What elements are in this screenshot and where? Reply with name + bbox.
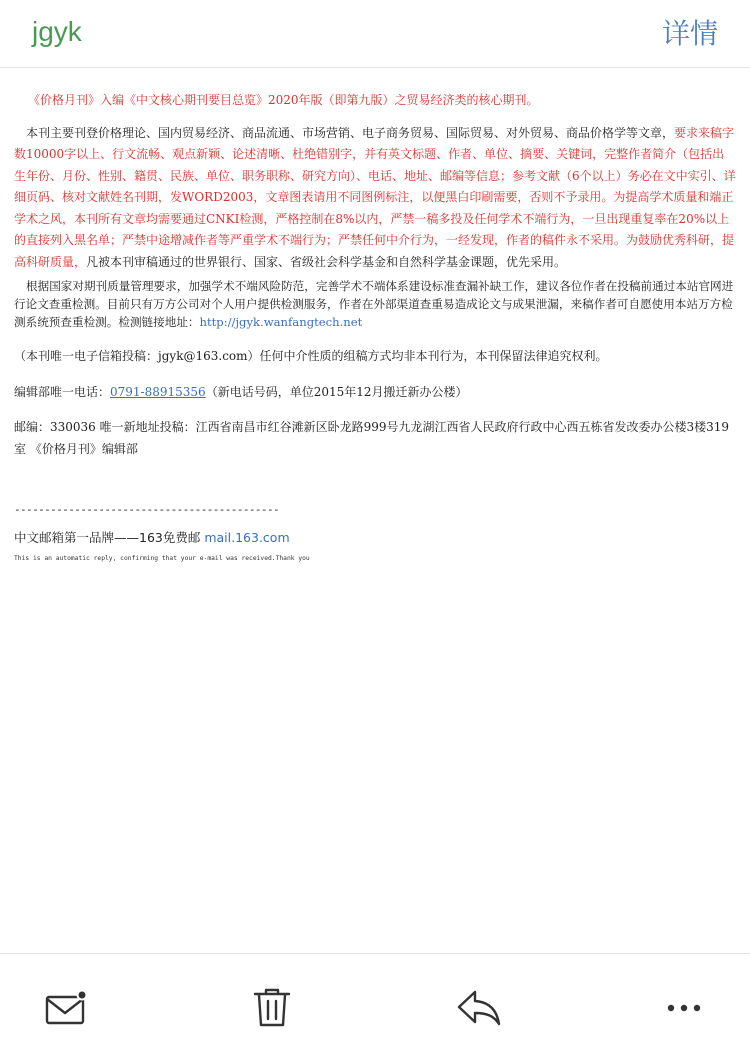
mail-brand-line bbox=[14, 527, 736, 549]
reply-icon bbox=[455, 984, 503, 1032]
more-icon bbox=[660, 984, 708, 1032]
phone-suffix: （新电话号码，单位2015年12月搬迁新办公楼） bbox=[205, 384, 468, 399]
mail-brand-link[interactable]: mail.163.com bbox=[204, 529, 290, 545]
postal-address: 邮编：330036 唯一新地址投稿：江西省南昌市红谷滩新区卧龙路999号九龙湖江西省人民政府行政中心西五栋省发改委办公楼3楼319室 《价格月刊》编辑部 bbox=[14, 420, 730, 456]
plagiarism-check-paragraph bbox=[14, 277, 736, 331]
phone-prefix: 编辑部唯一电话： bbox=[14, 384, 111, 399]
plagiarism-check-text: 根据国家对期刊质量管理要求，加强学术不端风险防范，完善学术不端体系建设标准查漏补缺工作，建议各位作者在投稿前通过本站官网进行论文查重检测。目前只有万方公司对个人用户提供检测服务，作者在外部渠道查重易造成论文与成果泄漏，来稿作者可自愿使用本站万方检测系统预查重检测。检测链接地址： bbox=[14, 279, 734, 329]
mail-header bbox=[0, 0, 750, 68]
bottom-toolbar bbox=[0, 953, 750, 1052]
mail-brand-text: 中文邮箱第一品牌——163免费邮 bbox=[14, 529, 205, 545]
requirements-text-1: 本刊主要刊登价格理论、国内贸易经济、商品流通、市场营销、电子商务贸易、国际贸易、对外贸易、商品价格学等文章， bbox=[26, 125, 675, 140]
more-button[interactable] bbox=[660, 984, 708, 1032]
email-notice-prefix: （本刊唯一电子信箱投稿： bbox=[14, 349, 159, 363]
email-notice bbox=[14, 346, 736, 368]
editorial-phone bbox=[14, 382, 736, 404]
email-notice-suffix: ）任何中介性质的组稿方式均非本刊行为，本刊保留法律追究权利。 bbox=[247, 349, 608, 363]
requirements-text-red: 要求来稿字数10000字以上、行文流畅、观点新颖、论述清晰、杜绝错别字，并有英文标题、作者、单位、摘要、关键词，完整作者简介（包括出生年份、月份、性别、籍贯、民族、单位、职务职称、研究方向）、电话、地址、邮编等信息；参考文献（6个以上）务必在文中实引、详细页码、核对文献姓名刊期，发WORD2003，文章图表请用不同图例标注，以便黑白印刷需要，否则不予录用。为提高学术质量和端正学术之风，本刊所有文章均需要通过CNKI检测，严格控制在8%以内，严禁一稿多投及任何学术不端行为，一旦出现重复率在20%以上的直接列入黑名单；严禁中途增减作者等严重学术不端行为；严禁任何中介行为，一经发现，作者的稿件永不采用。为鼓励优秀科研，提高科研质量， bbox=[14, 125, 736, 269]
requirements-paragraph bbox=[14, 123, 736, 274]
mark-unread-button[interactable] bbox=[41, 984, 89, 1032]
delete-button[interactable] bbox=[248, 984, 296, 1032]
reply-button[interactable] bbox=[455, 984, 503, 1032]
mail-body[interactable] bbox=[0, 68, 750, 953]
auto-reply-notice: This is an automatic reply, confirming that your e-mail was received.Thank you bbox=[14, 555, 310, 562]
plagiarism-check-link[interactable]: http://jgyk.wanfangtech.net bbox=[199, 315, 363, 329]
email-address: jgyk@163.com bbox=[158, 349, 248, 363]
trash-icon bbox=[248, 984, 296, 1032]
phone-number-link[interactable]: 0791-88915356 bbox=[110, 384, 206, 399]
details-button[interactable]: 详情 bbox=[661, 17, 718, 50]
intro-paragraph: 《价格月刊》入编《中文核心期刊要目总览》2020年版（即第九版）之贸易经济类的核心期刊。 bbox=[28, 93, 539, 107]
mail-unread-icon bbox=[41, 984, 89, 1032]
signature-separator: -------------------------------------------- bbox=[14, 503, 279, 516]
requirements-text-2: 凡被本刊审稿通过的世界银行、国家、省级社会科学基金和自然科学基金课题，优先采用。 bbox=[86, 254, 567, 269]
sender-name: jgyk bbox=[32, 16, 82, 47]
